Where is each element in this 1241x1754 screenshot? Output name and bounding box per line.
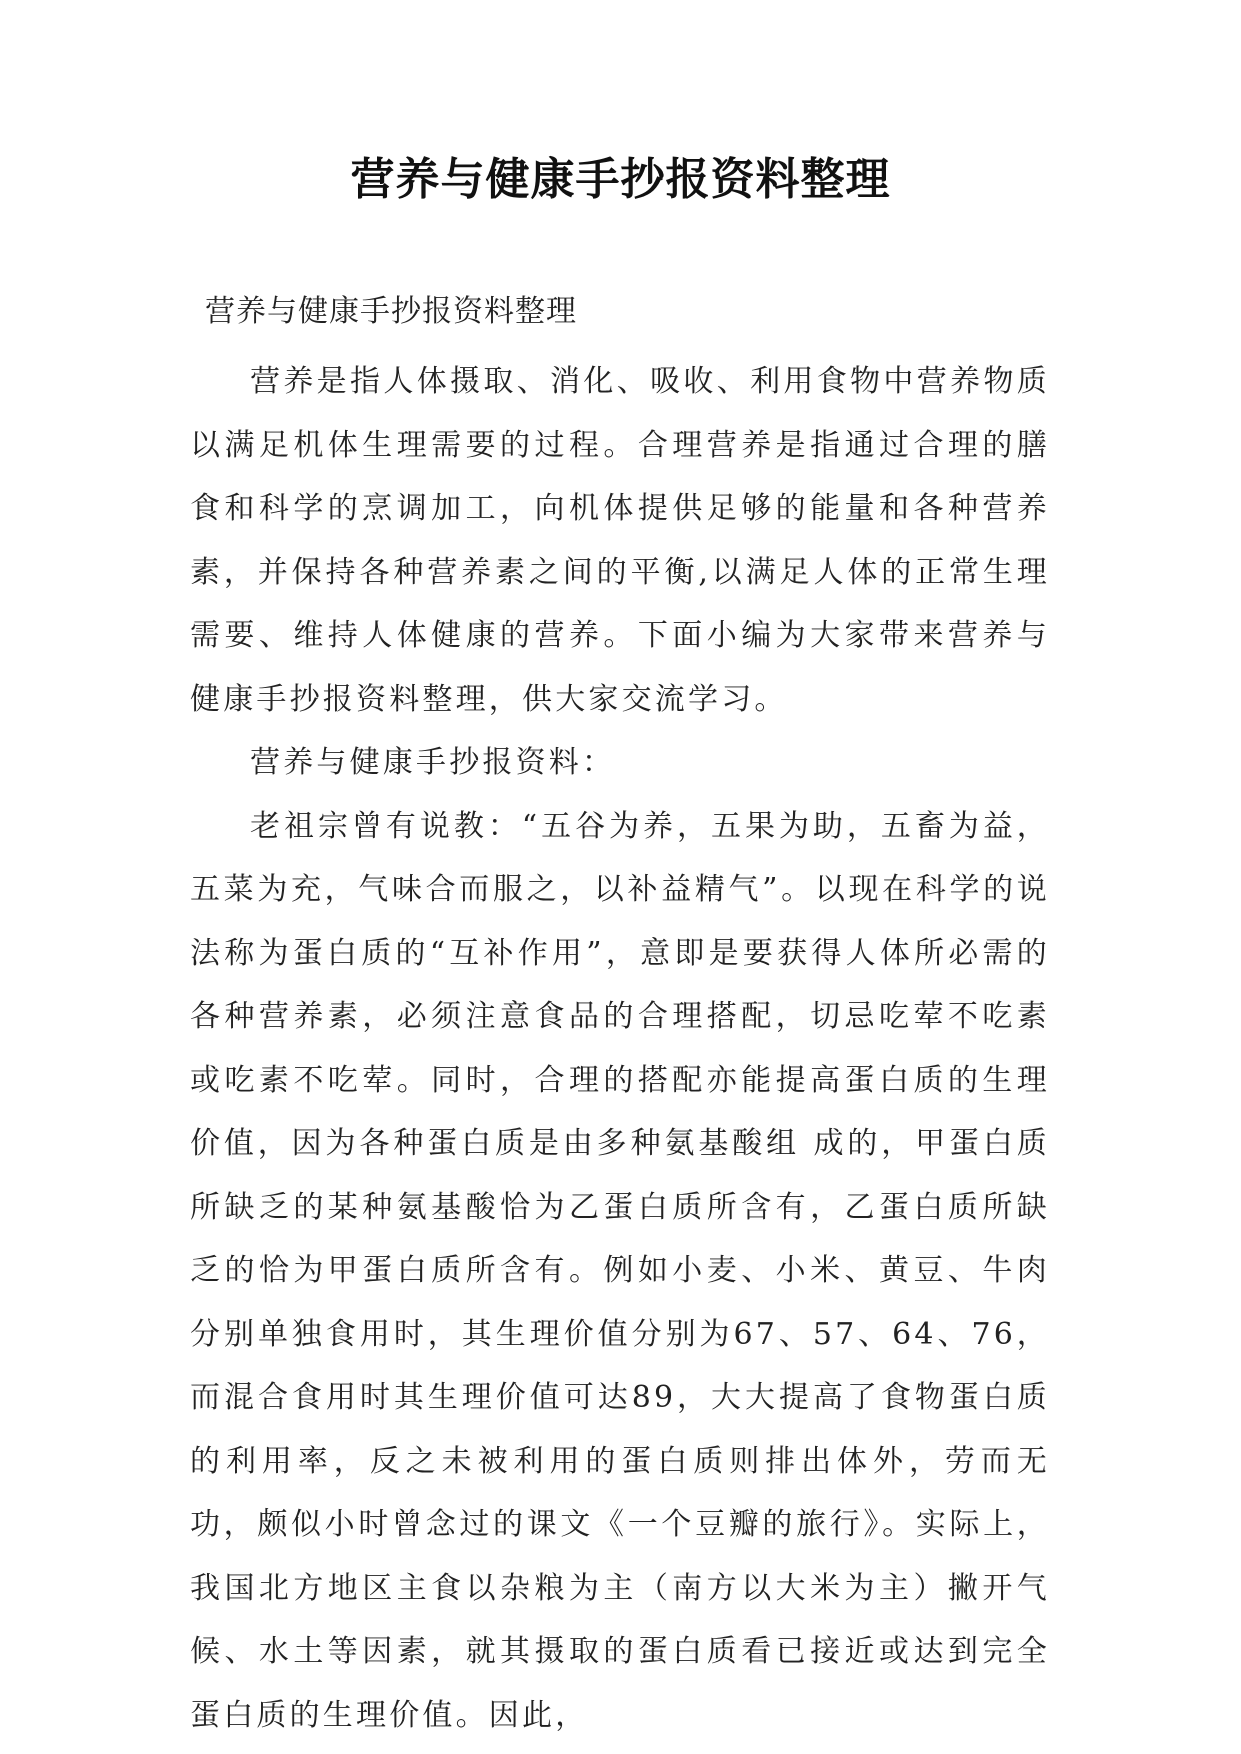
document-title: 营养与健康手抄报资料整理: [350, 154, 891, 205]
paragraph-intro: 营养是指人体摄取、消化、吸收、利用食物中营养物质以满足机体生理需要的过程。合理营养是指通过合理的膳食和科学的烹调加工，向机体提供足够的能量和各种营养素，并保持各种营养素之间的平衡,以满足人体的正常生理需要、维持人体健康的营养。下面小编为大家带来营养与健康手抄报资料整理，供大家交流学习。: [190, 364, 1050, 717]
document-body: [190, 350, 1050, 1747]
paragraph-section-heading: 营养与健康手抄报资料：: [250, 745, 616, 780]
paragraph-main: 老祖宗曾有说教：“五谷为养，五果为助，五畜为益，五菜为充，气味合而服之，以补益精气”。以现在科学的说法称为蛋白质的“互补作用”，意即是要获得人体所必需的各种营养素，必须注意食品的合理搭配，切忌吃荤不吃素或吃素不吃荤。同时，合理的搭配亦能提高蛋白质的生理价值，因为各种蛋白质是由多种氨基酸组 成的，甲蛋白质所缺乏的某种氨基酸恰为乙蛋白质所含有，乙蛋白质所缺乏的恰为甲蛋白质所含有。例如小麦、小米、黄豆、牛肉分别单独食用时，其生理价值分别为67、57、64、76，而混合食用时其生理价值可达89，大大提高了食物蛋白质的利用率，反之未被利用的蛋白质则排出体外，劳而无功，颇似小时曾念过的课文《一个豆瓣的旅行》。实际上，我国北方地区主食以杂粮为主（南方以大米为主）撇开气候、水土等因素，就其摄取的蛋白质看已接近或达到完全蛋白质的生理价值。因此，: [190, 808, 1050, 1733]
document-subtitle: 营养与健康手抄报资料整理: [205, 294, 577, 329]
